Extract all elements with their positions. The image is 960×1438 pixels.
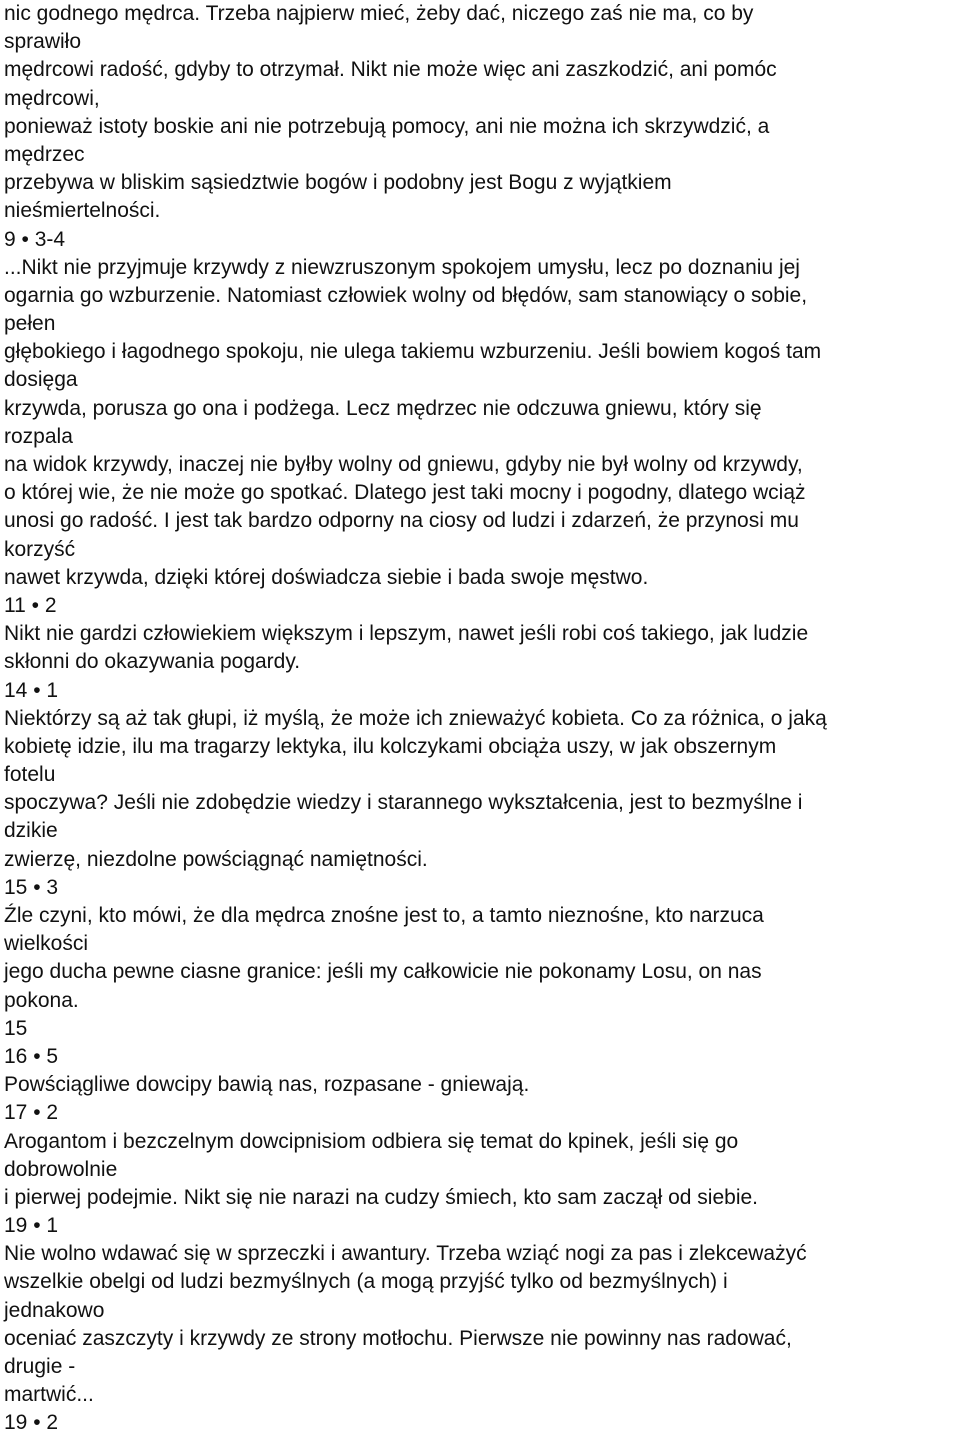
text-line: 17 • 2 xyxy=(4,1101,59,1125)
text-line: nieśmiertelności. xyxy=(4,199,161,223)
text-line: Nikt nie gardzi człowiekiem większym i lepszym, nawet jeśli robi coś takiego, jak ludzie xyxy=(4,622,809,646)
text-line: wszelkie obelgi od ludzi bezmyślnych (a mogą przyjść tylko od bezmyślnych) i xyxy=(4,1270,728,1294)
text-line: dzikie xyxy=(4,819,58,843)
text-line: kobietę idzie, ilu ma tragarzy lektyka, ilu kolczykami obciąża uszy, w jak obszernym xyxy=(4,734,777,758)
text-line: jego ducha pewne ciasne granice: jeśli my całkowicie nie pokonamy Losu, on nas xyxy=(4,960,762,984)
text-line: fotelu xyxy=(4,763,56,787)
text-line: zwierzę, niezdolne powściągnąć namiętności. xyxy=(4,847,428,871)
text-line: na widok krzywdy, inaczej nie byłby wolny od gniewu, gdyby nie był wolny od krzywdy, xyxy=(4,453,803,476)
text-line: pełen xyxy=(4,312,56,336)
text-line: przebywa w bliskim sąsiedztwie bogów i podobny jest Bogu z wyjątkiem xyxy=(4,171,672,195)
text-line: ...Nikt nie przyjmuje krzywdy z niewzruszonym spokojem umysłu, lecz po doznaniu jej xyxy=(4,255,800,279)
text-line: spoczywa? Jeśli nie zdobędzie wiedzy i starannego wykształcenia, jest to bezmyślne i xyxy=(4,791,803,815)
text-line: 11 • 2 xyxy=(4,593,57,617)
text-line: dosięga xyxy=(4,368,78,392)
text-line: 16 • 5 xyxy=(4,1044,59,1068)
text-line: ogarnia go wzburzenie. Natomiast człowiek wolny od błędów, sam stanowiący o sobie, xyxy=(4,283,808,307)
text-line: 9 • 3-4 xyxy=(4,227,66,251)
text-line: 19 • 2 xyxy=(4,1411,59,1435)
text-line: mędrcowi, xyxy=(4,86,100,110)
text-line: unosi go radość. I jest tak bardzo odporny na ciosy od ludzi i zdarzeń, że przynosi mu xyxy=(4,509,799,533)
document-body xyxy=(4,0,960,1438)
text-line: o której wie, że nie może go spotkać. Dlatego jest taki mocny i pogodny, dlatego wciąż xyxy=(4,481,806,505)
text-line: martwić... xyxy=(4,1383,94,1407)
text-line: skłonni do okazywania pogardy. xyxy=(4,650,301,674)
text-line: ponieważ istoty boskie ani nie potrzebują pomocy, ani nie można ich skrzywdzić, a xyxy=(4,114,770,138)
text-line: dobrowolnie xyxy=(4,1157,118,1181)
text-line: wielkości xyxy=(4,932,89,956)
text-line: sprawiło xyxy=(4,30,82,54)
text-line: nawet krzywda, dzięki której doświadcza siebie i bada swoje męstwo. xyxy=(4,565,649,589)
text-line: nic godnego mędrca. Trzeba najpierw mieć, żeby dać, niczego zaś nie ma, co by xyxy=(4,2,754,25)
text-line: i pierwej podejmie. Nikt się nie narazi na cudzy śmiech, kto sam zaczął od siebie. xyxy=(4,1185,759,1209)
text-line: oceniać zaszczyty i krzywdy ze strony motłochu. Pierwsze nie powinny nas radować, xyxy=(4,1326,792,1350)
text-line: mędrcowi radość, gdyby to otrzymał. Nikt nie może więc ani zaszkodzić, ani pomóc xyxy=(4,58,777,82)
text-line: pokona. xyxy=(4,988,79,1012)
text-line: Niektórzy są aż tak głupi, iż myślą, że może ich znieważyć kobieta. Co za różnica, o jaką xyxy=(4,706,827,730)
text-line: rozpala xyxy=(4,424,73,448)
text-line: 19 • 1 xyxy=(4,1214,59,1238)
text-line: 15 • 3 xyxy=(4,875,59,899)
text-line: korzyść xyxy=(4,537,76,561)
text-line: 14 • 1 xyxy=(4,678,59,702)
text-line: głębokiego i łagodnego spokoju, nie ulega takiemu wzburzeniu. Jeśli bowiem kogoś tam xyxy=(4,340,822,364)
text-line: Arogantom i bezczelnym dowcipnisiom odbiera się temat do kpinek, jeśli się go xyxy=(4,1129,739,1153)
text-line: Powściągliwe dowcipy bawią nas, rozpasane - gniewają. xyxy=(4,1073,530,1097)
text-line: drugie - xyxy=(4,1355,76,1378)
text-line: 15 xyxy=(4,1016,28,1040)
text-line: mędrzec xyxy=(4,142,85,166)
text-line: jednakowo xyxy=(4,1298,105,1322)
text-line: Nie wolno wdawać się w sprzeczki i awantury. Trzeba wziąć nogi za pas i zlekceważyć xyxy=(4,1242,807,1266)
text-line: Źle czyni, kto mówi, że dla mędrca znośne jest to, a tamto nieznośne, kto narzuca xyxy=(4,904,764,927)
text-line: krzywda, porusza go ona i podżega. Lecz mędrzec nie odczuwa gniewu, który się xyxy=(4,396,762,420)
